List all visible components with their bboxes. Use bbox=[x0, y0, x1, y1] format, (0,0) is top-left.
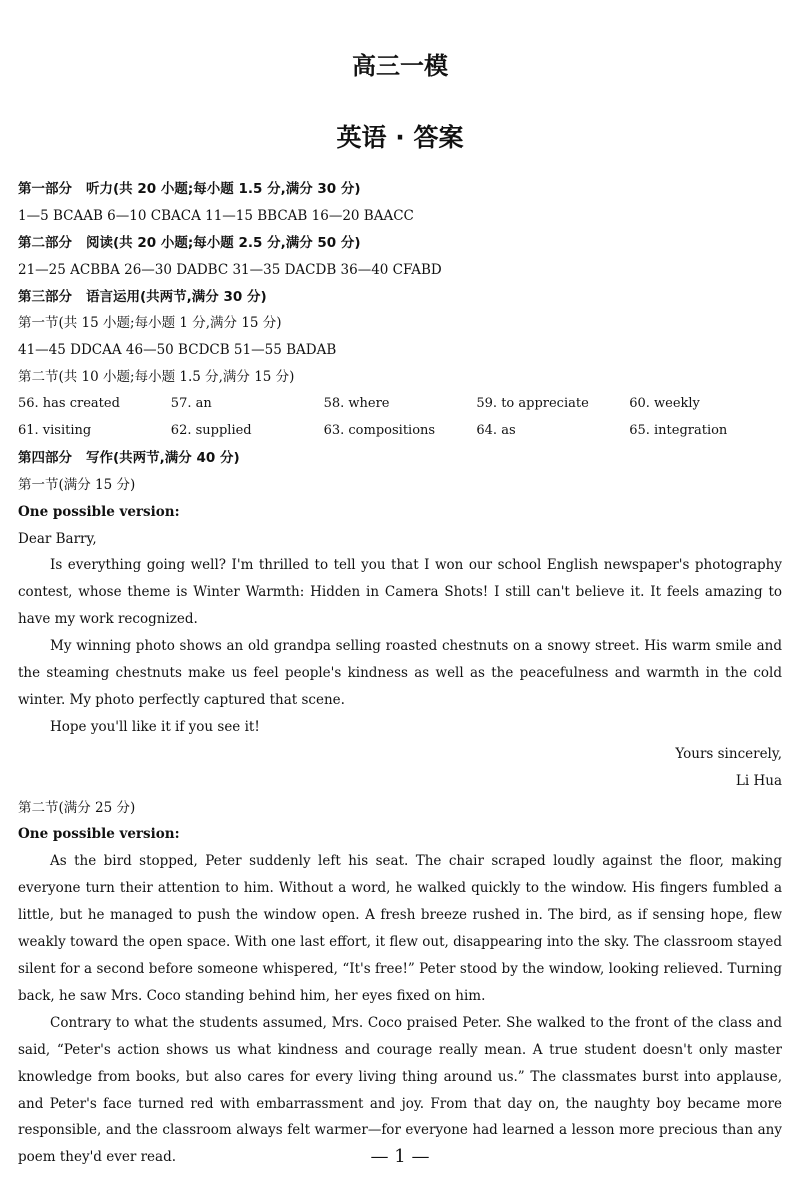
letter-closing: Yours sincerely, bbox=[675, 745, 782, 762]
page-title: 高三一模 bbox=[352, 52, 448, 80]
answer-grid-row bbox=[18, 391, 782, 418]
part2-answers: 21—25 ACBBA 26—30 DADBC 31—35 DACDB 36—40 CFABD bbox=[18, 261, 442, 278]
part1-label: 第一部分 bbox=[18, 181, 72, 197]
part2-label: 第二部分 bbox=[18, 234, 72, 251]
part2-title: 阅读(共 20 小题;每小题 2.5 分,满分 50 分) bbox=[86, 234, 361, 251]
part4-title: 写作(共两节,满分 40 分) bbox=[86, 449, 240, 466]
story-paragraph: Contrary to what the students assumed, Mrs. Coco praised Peter. She walked to the front of the class and said, “Peter's action shows us what kindness and courage really mean. A true student doesn't only master knowledge from books, but also cares for every living thing around us.” The classmates burst into applause, and Peter's face turned red with embarrassment and joy. From that day on, the naughty boy became more responsible, and the classroom always felt warmer—for everyone had learned a lesson more precious than any poem they'd ever read. bbox=[18, 1014, 782, 1166]
part4-heading bbox=[18, 445, 782, 472]
answer-63: 63. compositions bbox=[323, 423, 436, 439]
answer-64: 64. as bbox=[476, 423, 516, 439]
part3-heading bbox=[18, 284, 782, 311]
letter-signature: Li Hua bbox=[735, 772, 782, 789]
letter-greeting: Dear Barry, bbox=[18, 530, 97, 547]
part3-label: 第三部分 bbox=[18, 288, 72, 305]
part2-heading bbox=[18, 230, 782, 257]
answer-content bbox=[18, 176, 782, 1171]
part3-section2-title: 第二节(共 10 小题;每小题 1.5 分,满分 15 分) bbox=[18, 369, 295, 386]
part3-section1-answers: 41—45 DDCAA 46—50 BCDCB 51—55 BADAB bbox=[18, 342, 337, 359]
page-subtitle: 英语 · 答案 bbox=[336, 123, 464, 152]
letter-paragraph: My winning photo shows an old grandpa selling roasted chestnuts on a snowy street. His warm smile and the steaming chestnuts make us feel people's kindness as well as the peacefulness and warmth in the cold winter. My photo perfectly captured that scene. bbox=[18, 638, 782, 708]
letter-paragraph: Hope you'll like it if you see it! bbox=[50, 718, 260, 735]
part3-section1-title: 第一节(共 15 小题;每小题 1 分,满分 15 分) bbox=[18, 315, 282, 332]
version-label: One possible version: bbox=[18, 503, 180, 520]
part4-label: 第四部分 bbox=[18, 449, 72, 466]
answer-58: 58. where bbox=[323, 396, 390, 412]
answer-60: 60. weekly bbox=[629, 396, 700, 412]
part4-section2-title: 第二节(满分 25 分) bbox=[18, 799, 136, 816]
answer-57: 57. an bbox=[170, 396, 212, 412]
answer-59: 59. to appreciate bbox=[476, 396, 589, 412]
answer-grid-row bbox=[18, 418, 782, 445]
part1-title: 听力(共 20 小题;每小题 1.5 分,满分 30 分) bbox=[86, 181, 361, 197]
version-label: One possible version: bbox=[18, 826, 180, 843]
story-paragraph: As the bird stopped, Peter suddenly left his seat. The chair scraped loudly against the floor, making everyone turn their attention to him. Without a word, he walked quickly to the window. His fingers fumbled a little, but he managed to push the window open. A fresh breeze rushed in. The bird, as if sensing hope, flew weakly toward the open space. With one last effort, it flew out, disappearing into the sky. The classroom stayed silent for a second before someone whispered, “It's free!” Peter stood by the window, looking relieved. Turning back, he saw Mrs. Coco standing behind him, her eyes fixed on him. bbox=[18, 853, 782, 1004]
answer-56: 56. has created bbox=[18, 396, 120, 412]
answer-65: 65. integration bbox=[629, 423, 728, 439]
part1-heading bbox=[18, 176, 782, 203]
letter-paragraph: Is everything going well? I'm thrilled to tell you that I won our school English newspaper's photography contest, whose theme is Winter Warmth: Hidden in Camera Shots! I still can't believe it. It feels amazing to have my work recognized. bbox=[18, 557, 782, 628]
answer-61: 61. visiting bbox=[18, 423, 92, 439]
part1-answers: 1—5 BCAAB 6—10 CBACA 11—15 BBCAB 16—20 BAACC bbox=[18, 207, 414, 224]
answer-62: 62. supplied bbox=[170, 423, 252, 439]
part3-title: 语言运用(共两节,满分 30 分) bbox=[86, 288, 267, 305]
page-number: — 1 — bbox=[370, 1146, 430, 1167]
part4-section1-title: 第一节(满分 15 分) bbox=[18, 476, 136, 493]
